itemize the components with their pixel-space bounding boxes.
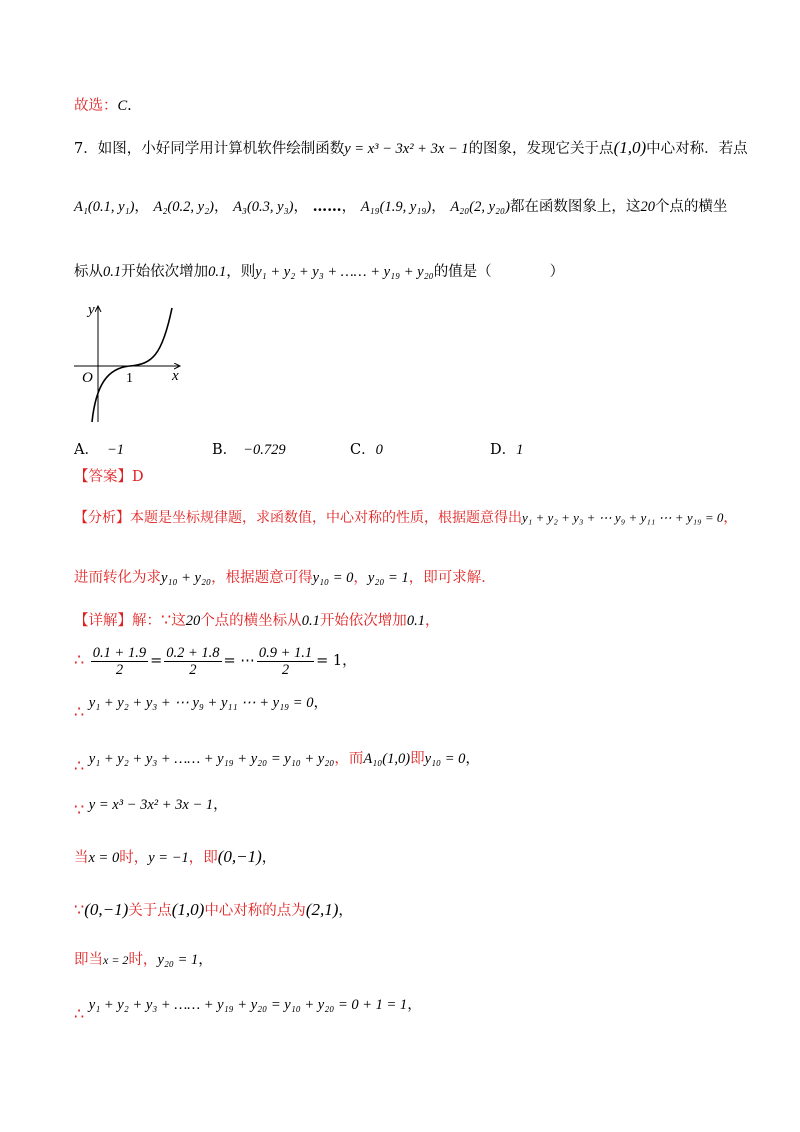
- detail-line-4: ∴ y₁ + y₂ + y₃ + …… + y₁₉ + y₂₀ = y₁₀ + y₂₀，而A₁₀(1,0)即y₁₀ = 0，: [74, 751, 480, 775]
- question-line-2: A₁(0.1, y₁)， A₂(0.2, y₂)， A₃(0.3, y₃)， ……， A₁₉(1.9, y₁₉)， A₂₀(2, y₂₀)都在函数图象上，这20个点的横坐: [74, 198, 728, 215]
- option-a[interactable]: A． −1: [74, 442, 125, 458]
- y-axis-label: y: [88, 302, 95, 318]
- detail-line-2: ∴ $\frac{0.1 + 1.9}{2}$ = $\frac{0.2 + 1.8}{2}$ = ⋯ $\frac{0.9 + 1.1}{2}$ = 1，: [74, 644, 357, 678]
- detail-line-5: ∵ y = x³ − 3x² + 3x − 1，: [74, 797, 228, 819]
- detail-line-3: ∴ y₁ + y₂ + y₃ + ⋯ y₉ + y₁₁ ⋯ + y₁₉ = 0，: [74, 695, 328, 721]
- fraction-2: $\frac{0.2 + 1.8}{2}$: [166, 644, 220, 678]
- analysis-line-2: 进而转化为求y₁₀ + y₂₀，根据题意可得y₁₀ = 0，y₂₀ = 1，即可求解．: [74, 570, 496, 586]
- origin-label: O: [82, 370, 93, 386]
- previous-answer: 故选：C.: [74, 98, 132, 114]
- point-a20: A₂₀(2, y₂₀): [450, 199, 510, 215]
- detail-line-6: 当x = 0时，y = −1，即(0,−1)，: [74, 847, 277, 866]
- fraction-1: $\frac{0.1 + 1.9}{2}$: [92, 644, 147, 678]
- question-line-3: 标从0.1开始依次增加0.1，则y₁ + y₂ + y₃ + …… + y₁₉ + y₂₀的值是（ ）: [74, 264, 565, 280]
- point-a2: A₂(0.2, y₂): [153, 199, 214, 215]
- question-line-1: 7．如图，小好同学用计算机软件绘制函数y = x³ − 3x² + 3x − 1的图象，发现它关于点(1,0)中心对称．若点: [74, 138, 748, 157]
- detail-line-7: ∵(0,−1)关于点(1,0)中心对称的点为(2,1)，: [74, 900, 353, 919]
- point-a3: A₃(0.3, y₃): [233, 199, 294, 215]
- option-b[interactable]: B． −0.729: [212, 442, 286, 458]
- fraction-3: $\frac{0.9 + 1.1}{2}$: [258, 644, 313, 678]
- option-d[interactable]: D．1: [490, 442, 524, 458]
- tick-label-1: 1: [126, 371, 133, 386]
- curve: [92, 308, 172, 422]
- point-a19: A₁₉(1.9, y₁₉): [360, 199, 432, 215]
- answer-line: 【答案】D: [74, 469, 144, 485]
- point-a1: A₁(0.1, y₁): [74, 199, 135, 215]
- detail-line-9: ∴ y₁ + y₂ + y₃ + …… + y₁₉ + y₂₀ = y₁₀ + y₂₀ = 0 + 1 = 1，: [74, 997, 422, 1023]
- x-axis-label: x: [172, 368, 179, 384]
- ellipsis: ……: [312, 198, 342, 215]
- detail-line-1: 【详解】解：∵这20个点的横坐标从0.1开始依次增加0.1，: [74, 610, 440, 629]
- analysis-line-1: 【分析】本题是坐标规律题，求函数值，中心对称的性质，根据题意得出y₁ + y₂ + y₃ + ⋯ y₉ + y₁₁ ⋯ + y₁₉ = 0，: [74, 510, 738, 526]
- detail-line-8: 即当x = 2时，y₂₀ = 1，: [74, 952, 213, 968]
- option-c[interactable]: C．0: [350, 442, 383, 458]
- function-graph: [74, 298, 194, 426]
